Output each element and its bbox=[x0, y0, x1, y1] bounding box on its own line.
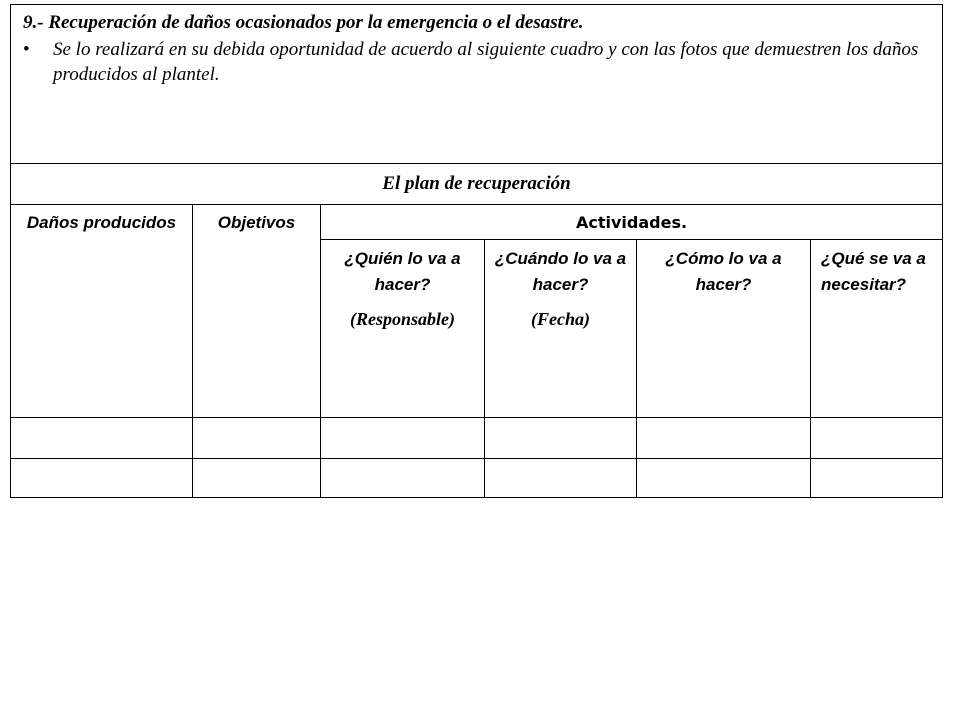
subheader-quien-question: ¿Quién lo va a hacer? bbox=[344, 249, 461, 294]
table-cell[interactable] bbox=[321, 459, 485, 498]
intro-section bbox=[11, 5, 943, 164]
header-objetivos: Objetivos bbox=[193, 205, 321, 418]
recovery-plan-table bbox=[10, 4, 943, 498]
subheader-que: ¿Qué se va a necesitar? bbox=[811, 240, 943, 418]
subheader-quien-note: (Responsable) bbox=[350, 309, 455, 329]
subheader-quien bbox=[321, 240, 485, 418]
table-cell[interactable] bbox=[321, 418, 485, 459]
table-cell[interactable] bbox=[637, 418, 811, 459]
section-heading: 9.- Recuperación de daños ocasionados por la emergencia o el desastre. bbox=[23, 12, 584, 33]
subheader-cuando-question: ¿Cuándo lo va a hacer? bbox=[494, 249, 627, 294]
table-cell[interactable] bbox=[637, 459, 811, 498]
subheader-como bbox=[637, 240, 811, 418]
table-cell[interactable] bbox=[11, 418, 193, 459]
subheader-como-question: ¿Cómo lo va a hacer? bbox=[665, 249, 782, 294]
table-cell[interactable] bbox=[11, 459, 193, 498]
table-title: El plan de recuperación bbox=[11, 164, 943, 205]
table-cell[interactable] bbox=[193, 459, 321, 498]
table-cell[interactable] bbox=[811, 418, 943, 459]
bullet-text: Se lo realizará en su debida oportunidad de acuerdo al siguiente cuadro y con las fotos que demuestren los daños producidos al plantel. bbox=[53, 39, 919, 85]
header-actividades: Actividades. bbox=[321, 205, 943, 240]
table-cell[interactable] bbox=[485, 459, 637, 498]
table-row bbox=[11, 418, 943, 459]
table-cell[interactable] bbox=[193, 418, 321, 459]
table-row bbox=[11, 459, 943, 498]
table-cell[interactable] bbox=[811, 459, 943, 498]
subheader-cuando-note: (Fecha) bbox=[531, 309, 590, 329]
subheader-cuando bbox=[485, 240, 637, 418]
intro-bullet-item bbox=[23, 37, 934, 87]
bullet-icon: • bbox=[23, 39, 30, 60]
header-danos: Daños producidos bbox=[11, 205, 193, 418]
table-cell[interactable] bbox=[485, 418, 637, 459]
